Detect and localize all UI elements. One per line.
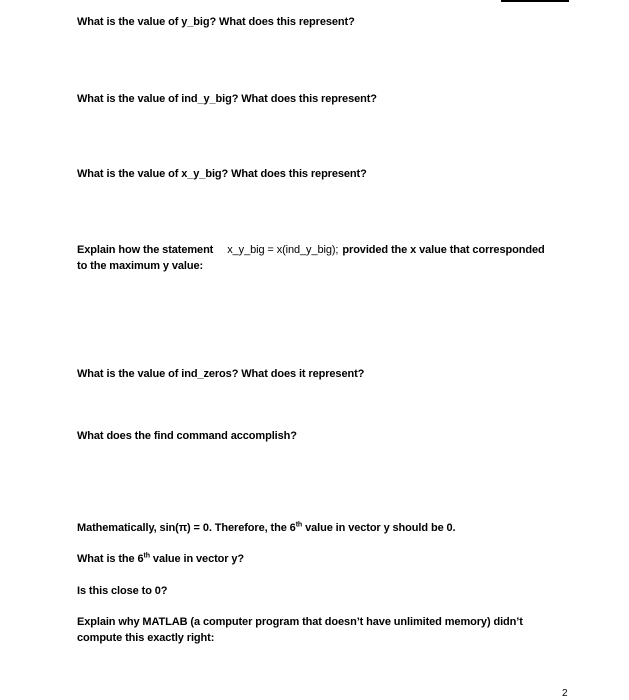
sin-pi-text: Mathematically, sin(π) = 0. Therefore, the 6 [77, 522, 296, 534]
sin-pi-text-end: value in vector y should be 0. [302, 522, 456, 534]
sixth-value-text-end: value in vector y? [149, 553, 245, 565]
page-number: 2 [562, 688, 568, 699]
sixth-value-text: What is the 6 [77, 553, 144, 565]
question-y-big: What is the value of y_big? What does this represent? [77, 16, 355, 28]
question-ind-zeros: What is the value of ind_zeros? What does it represent? [77, 368, 365, 380]
statement-sin-pi [77, 520, 557, 536]
question-find-command: What does the find command accomplish? [77, 430, 297, 442]
top-rule [501, 0, 569, 2]
statement-outro: provided the x value that corresponded to the maximum y value: [77, 244, 545, 272]
question-explain-statement [77, 242, 547, 274]
question-sixth-value [77, 551, 557, 567]
question-x-y-big: What is the value of x_y_big? What does this represent? [77, 168, 367, 180]
ordinal-suffix: th [295, 521, 303, 529]
statement-intro: Explain how the statement [77, 244, 214, 256]
statement-code: x_y_big = x(ind_y_big); [227, 244, 339, 256]
question-matlab-precision: Explain why MATLAB (a computer program that doesn’t have unlimited memory) didn’t compute this exactly right: [77, 616, 523, 644]
question-close-to-zero: Is this close to 0? [77, 585, 168, 597]
ordinal-suffix: th [143, 552, 150, 560]
question-ind-y-big: What is the value of ind_y_big? What does this represent? [77, 93, 377, 105]
